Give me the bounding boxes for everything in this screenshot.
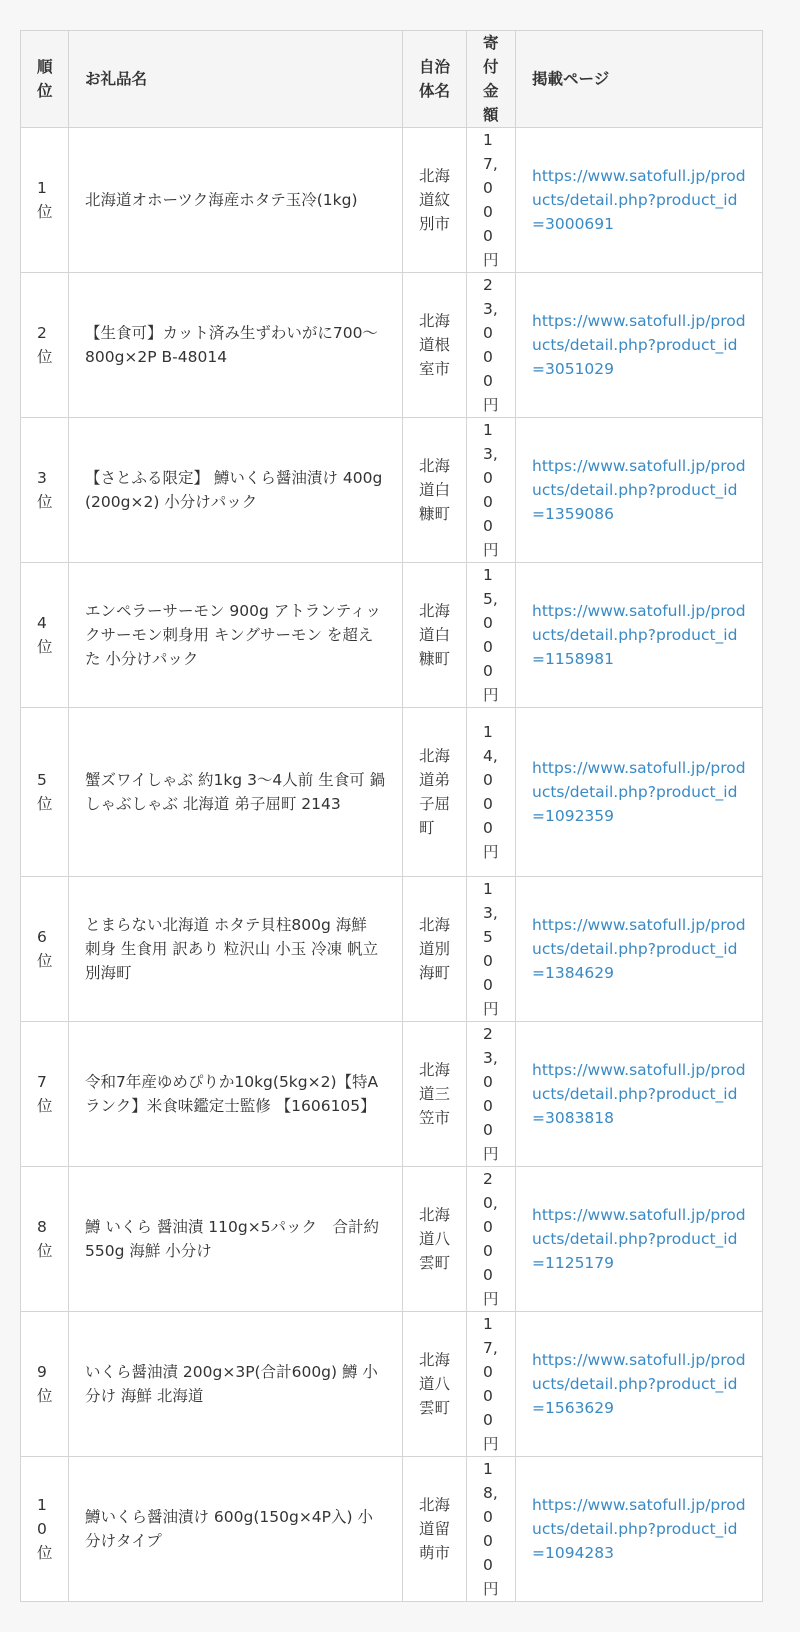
product-page-link[interactable]: https://www.satofull.jp/products/detail.php?product_id=3000691: [532, 167, 746, 233]
municipality-cell: 北海道弟子屈町: [403, 708, 467, 877]
product-page-link[interactable]: https://www.satofull.jp/products/detail.php?product_id=1125179: [532, 1206, 746, 1272]
table-row: [21, 708, 763, 877]
item-name-cell: 蟹ズワイしゃぶ 約1kg 3〜4人前 生食可 鍋 しゃぶしゃぶ 北海道 弟子屈町 2143: [69, 708, 403, 877]
municipality-cell: 北海道別海町: [403, 877, 467, 1022]
header-rank: 順位: [21, 31, 69, 128]
page-cell: [516, 273, 763, 418]
item-name-cell: 【さとふる限定】 鱒いくら醤油漬け 400g(200g×2) 小分けパック: [69, 418, 403, 563]
table-row: [21, 1312, 763, 1457]
table-row: [21, 1022, 763, 1167]
table-row: [21, 877, 763, 1022]
item-name-cell: 令和7年産ゆめぴりか10kg(5kg×2)【特Aランク】米食味鑑定士監修 【1606105】: [69, 1022, 403, 1167]
page-cell: [516, 418, 763, 563]
product-page-link[interactable]: https://www.satofull.jp/products/detail.php?product_id=3051029: [532, 312, 746, 378]
product-page-link[interactable]: https://www.satofull.jp/products/detail.php?product_id=1092359: [532, 759, 746, 825]
municipality-cell: 北海道紋別市: [403, 128, 467, 273]
rank-cell: 9位: [21, 1312, 69, 1457]
product-page-link[interactable]: https://www.satofull.jp/products/detail.php?product_id=1384629: [532, 916, 746, 982]
page-cell: [516, 708, 763, 877]
amount-cell: 17,000円: [467, 128, 516, 273]
municipality-cell: 北海道八雲町: [403, 1167, 467, 1312]
ranking-table: [20, 30, 763, 1602]
amount-cell: 23,000円: [467, 1022, 516, 1167]
municipality-cell: 北海道白糠町: [403, 563, 467, 708]
page-cell: [516, 128, 763, 273]
item-name-cell: いくら醤油漬 200g×3P(合計600g) 鱒 小分け 海鮮 北海道: [69, 1312, 403, 1457]
table-header-row: [21, 31, 763, 128]
amount-cell: 14,000円: [467, 708, 516, 877]
item-name-cell: とまらない北海道 ホタテ貝柱800g 海鮮 刺身 生食用 訳あり 粒沢山 小玉 冷凍 帆立 別海町: [69, 877, 403, 1022]
rank-cell: 10位: [21, 1457, 69, 1602]
header-municipality: 自治体名: [403, 31, 467, 128]
rank-cell: 1位: [21, 128, 69, 273]
rank-cell: 8位: [21, 1167, 69, 1312]
table-row: [21, 1167, 763, 1312]
rank-cell: 3位: [21, 418, 69, 563]
rank-cell: 2位: [21, 273, 69, 418]
amount-cell: 23,000円: [467, 273, 516, 418]
table-row: [21, 418, 763, 563]
table-row: [21, 1457, 763, 1602]
header-name: お礼品名: [69, 31, 403, 128]
top-strip: [0, 0, 800, 31]
municipality-cell: 北海道三笠市: [403, 1022, 467, 1167]
municipality-cell: 北海道八雲町: [403, 1312, 467, 1457]
page-cell: [516, 563, 763, 708]
amount-cell: 18,000円: [467, 1457, 516, 1602]
rank-cell: 7位: [21, 1022, 69, 1167]
amount-cell: 15,000円: [467, 563, 516, 708]
item-name-cell: 北海道オホーツク海産ホタテ玉冷(1kg): [69, 128, 403, 273]
page-cell: [516, 1167, 763, 1312]
page-cell: [516, 1022, 763, 1167]
amount-cell: 13,500円: [467, 877, 516, 1022]
item-name-cell: 【生食可】カット済み生ずわいがに700〜800g×2P B-48014: [69, 273, 403, 418]
page-cell: [516, 1312, 763, 1457]
page-cell: [516, 877, 763, 1022]
rank-cell: 4位: [21, 563, 69, 708]
amount-cell: 17,000円: [467, 1312, 516, 1457]
product-page-link[interactable]: https://www.satofull.jp/products/detail.php?product_id=1359086: [532, 457, 746, 523]
municipality-cell: 北海道留萌市: [403, 1457, 467, 1602]
product-page-link[interactable]: https://www.satofull.jp/products/detail.php?product_id=3083818: [532, 1061, 746, 1127]
item-name-cell: 鱒いくら醤油漬け 600g(150g×4P入) 小分けタイプ: [69, 1457, 403, 1602]
table-row: [21, 563, 763, 708]
municipality-cell: 北海道根室市: [403, 273, 467, 418]
product-page-link[interactable]: https://www.satofull.jp/products/detail.php?product_id=1094283: [532, 1496, 746, 1562]
item-name-cell: 鱒 いくら 醤油漬 110g×5パック 合計約550g 海鮮 小分け: [69, 1167, 403, 1312]
table-row: [21, 128, 763, 273]
product-page-link[interactable]: https://www.satofull.jp/products/detail.php?product_id=1563629: [532, 1351, 746, 1417]
municipality-cell: 北海道白糠町: [403, 418, 467, 563]
rank-cell: 6位: [21, 877, 69, 1022]
table-row: [21, 273, 763, 418]
rank-cell: 5位: [21, 708, 69, 877]
amount-cell: 20,000円: [467, 1167, 516, 1312]
header-page: 掲載ページ: [516, 31, 763, 128]
item-name-cell: エンペラーサーモン 900g アトランティックサーモン刺身用 キングサーモン を超えた 小分けパック: [69, 563, 403, 708]
page-cell: [516, 1457, 763, 1602]
product-page-link[interactable]: https://www.satofull.jp/products/detail.php?product_id=1158981: [532, 602, 746, 668]
header-amount: 寄付金額: [467, 31, 516, 128]
amount-cell: 13,000円: [467, 418, 516, 563]
